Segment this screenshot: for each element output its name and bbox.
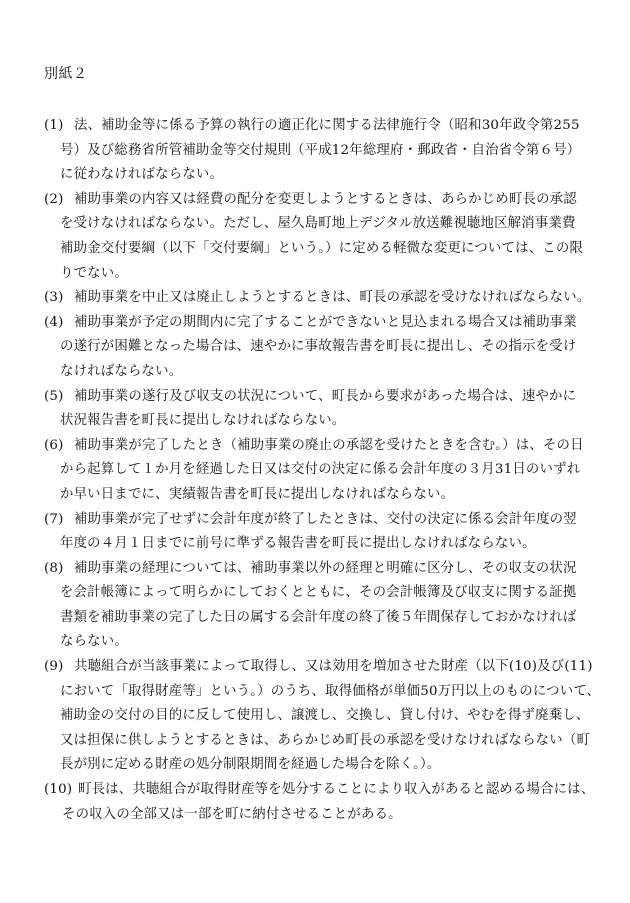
- condition-item: [44, 114, 600, 188]
- condition-text-line: から起算して１か月を経過した日又は交付の決定に係る会計年度の３月31日のいずれ: [60, 462, 581, 478]
- condition-text-line: その収入の全部又は一部を町に納付させることがある。: [62, 806, 402, 822]
- condition-text-line: 書類を補助事業の完了した日の属する会計年度の終了後５年間保存しておかなければ: [60, 609, 577, 625]
- condition-text-line: 号）及び総務省所管補助金等交付規則（平成12年総理府・郵政省・自治省令第６号）: [60, 142, 581, 158]
- condition-item: [44, 311, 600, 385]
- condition-number: (1): [44, 118, 64, 133]
- condition-text: [60, 557, 600, 655]
- condition-item: [44, 385, 600, 434]
- condition-number: (5): [44, 388, 64, 404]
- condition-text-line: の遂行が困難となった場合は、速やかに事故報告書を町長に提出し、その指示を受け: [60, 339, 577, 355]
- condition-number: (8): [44, 560, 64, 576]
- condition-text-line: か早い日までに、実績報告書を町長に提出しなければならない。: [60, 486, 455, 502]
- condition-text: [74, 286, 600, 311]
- condition-number: (9): [44, 659, 64, 675]
- condition-text-line: ならない。: [60, 634, 128, 650]
- condition-text-line: 共聴組合が当該事業によって取得し、又は効用を増加させた財産（以下(10)及び(11): [74, 659, 593, 675]
- condition-text-line: において「取得財産等」という。）のうち、取得価格が単価50万円以上のものについて、: [60, 683, 601, 699]
- condition-number: (6): [44, 437, 64, 453]
- condition-text-line: 補助事業が予定の期間内に完了することができないと見込まれる場合又は補助事業: [74, 314, 577, 330]
- condition-text-line: りでない。: [60, 265, 128, 281]
- condition-text: [62, 778, 600, 827]
- condition-text-line: 又は担保に供しようとするときは、あらかじめ町長の承認を受けなければならない（町: [60, 732, 591, 748]
- condition-number: (10): [44, 782, 73, 798]
- condition-item: [44, 188, 600, 286]
- condition-number: (7): [44, 511, 64, 527]
- conditions-list: [44, 114, 600, 827]
- condition-text-line: 町長は、共聴組合が取得財産等を処分することにより収入があると認める場合には、: [78, 782, 595, 798]
- condition-text: [60, 508, 600, 557]
- condition-text-line: 補助事業が完了したとき（補助事業の廃止の承認を受けたときを含む。）は、その日: [74, 437, 584, 453]
- condition-item: [44, 778, 600, 827]
- condition-text-line: を受けなければならない。ただし、屋久島町地上デジタル放送難視聴地区解消事業費: [60, 216, 576, 232]
- condition-text-line: 補助金交付要綱（以下「交付要綱」という。）に定める軽微な変更については、この限: [60, 240, 584, 256]
- condition-text-line: に従わなければならない。: [60, 167, 224, 183]
- condition-text-line: 長が別に定める財産の処分制限期間を経過した場合を除く。）。: [60, 757, 441, 773]
- condition-text: [60, 188, 600, 286]
- condition-number: (4): [44, 314, 64, 330]
- condition-number: (2): [44, 191, 64, 207]
- attachment-heading: 別紙２: [44, 66, 88, 82]
- condition-text: [60, 311, 600, 385]
- condition-text-line: 年度の４月１日までに前号に準ずる報告書を町長に提出しなければならない。: [60, 536, 536, 552]
- condition-number: (3): [44, 290, 64, 306]
- condition-text-line: 補助金の交付の目的に反して使用し、譲渡し、交換し、貸し付け、やむを得ず廃棄し、: [60, 708, 590, 724]
- condition-text-line: を会計帳簿によって明らかにしておくとともに、その会計帳簿及び収支に関する証拠: [60, 585, 577, 601]
- condition-text-line: 補助事業の内容又は経費の配分を変更しようとするときは、あらかじめ町長の承認: [74, 191, 577, 207]
- condition-text-line: 法、補助金等に係る予算の執行の適正化に関する法律施行令（昭和30年政令第255: [74, 118, 580, 133]
- condition-item: [44, 508, 600, 557]
- condition-text-line: なければならない。: [60, 363, 183, 379]
- condition-item: [44, 286, 600, 311]
- condition-text-line: 補助事業の遂行及び収支の状況について、町長から要求があった場合は、速やかに: [74, 388, 577, 404]
- condition-text-line: 補助事業を中止又は廃止しようとするときは、町長の承認を受けなければならない。: [74, 290, 591, 306]
- condition-text: [60, 655, 601, 778]
- condition-item: [44, 655, 600, 778]
- condition-text: [60, 114, 600, 188]
- condition-item: [44, 434, 600, 508]
- condition-text: [60, 385, 600, 434]
- condition-text-line: 状況報告書を町長に提出しなければならない。: [60, 413, 346, 429]
- condition-text: [60, 434, 600, 508]
- condition-text-line: 補助事業が完了せずに会計年度が終了したときは、交付の決定に係る会計年度の翌: [74, 511, 577, 527]
- condition-item: [44, 557, 600, 655]
- condition-text-line: 補助事業の経理については、補助事業以外の経理と明確に区分し、その収支の状況: [74, 560, 577, 576]
